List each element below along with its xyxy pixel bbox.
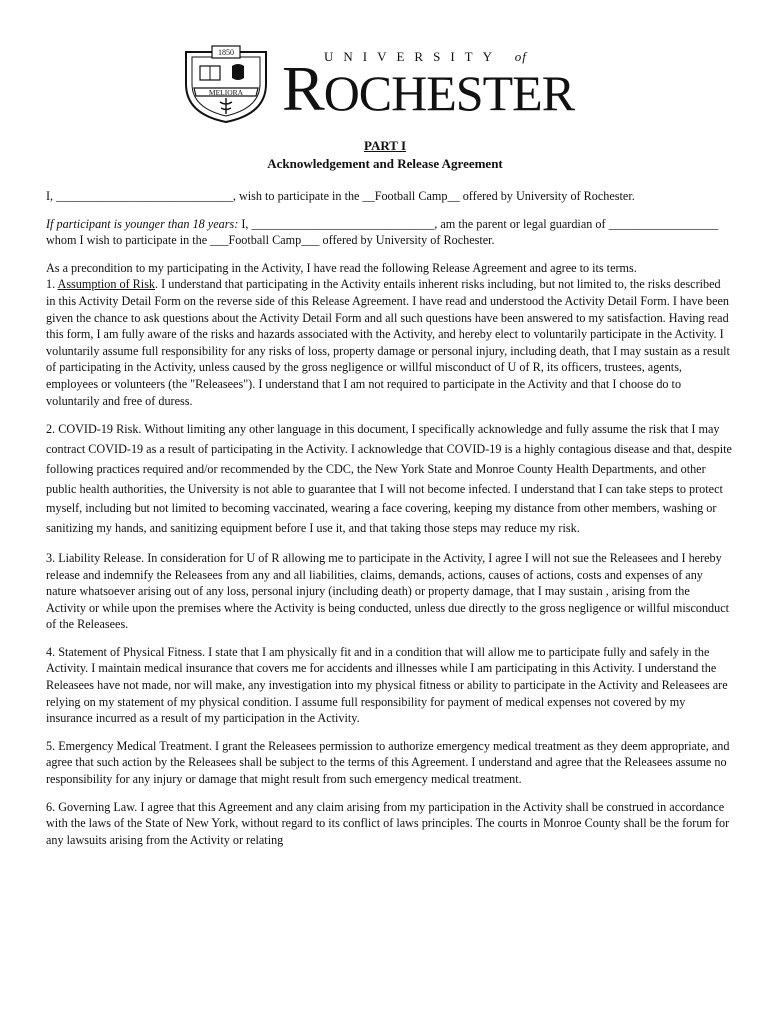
university-logo xyxy=(178,44,598,124)
agreement-body xyxy=(46,188,732,859)
precondition-text: As a precondition to my participating in the Activity, I have read the following Release Agreement and agree to its terms. xyxy=(46,260,637,275)
svg-text:1850: 1850 xyxy=(218,48,234,57)
participant-line: I, _____________________________, wish to participate in the __Football Camp__ offered by University of Rochester. xyxy=(46,189,635,203)
section-emergency-medical: 5. Emergency Medical Treatment. I grant the Releasees permission to authorize emergency medical treatment as they deem appropriate, and agree that such action by the Releasees shall be subject to the terms of this Agreement. I understand and agree that the Releasees assume no responsibility for any injury or damage that might result from such emergency medical treatment. xyxy=(46,738,730,787)
university-seal-icon xyxy=(178,44,274,124)
part-heading: PART I xyxy=(363,138,407,153)
section-assumption-of-risk: 1. Assumption of Risk. I understand that participating in the Activity entails inherent risks including, but not limited to, the risks described in this Activity Detail Form on the reverse side of this Release Agreement. I have read and understood the Activity Detail Form. I have been given the chance to ask questions about the Activity Detail Form and all such questions have been answered to my satisfaction. Having read this form, I am fully aware of the risks and hazards associated with the Activity, and hereby elect to voluntarily participate in the Activity. I voluntarily assume full responsibility for any risks of loss, property damage or personal injury, including death, that I may sustain as a result of participating in the Activity, unless caused by the gross negligence or willful misconduct of U of R, its officers, trustees, agents, employees or volunteers (the "Releasees"). I understand that I am not required to participate in the Activity and that I choose do to voluntarily and free of duress. xyxy=(46,277,730,408)
assumption-of-risk-heading: Assumption of Risk xyxy=(57,277,156,292)
svg-text:MELIORA: MELIORA xyxy=(208,88,244,97)
university-wordmark-top: UNIVERSITY of xyxy=(324,49,527,64)
minor-condition: If participant is younger than 18 years: xyxy=(46,216,239,231)
section-physical-fitness: 4. Statement of Physical Fitness. I state that I am physically fit and in a condition that will allow me to participate fully and safely in the Activity. I maintain medical insurance that covers me for accidents and illnesses while I am participating in this Activity. I understand the Releasees have not made, nor will make, any investigation into my physical fitness or ability to participate in the Activity and Releasees are relying on my statement of my physical condition. I assume full responsibility for payment of medical expenses not covered by my insurance incurred as a result of my participation in the Activity. xyxy=(46,644,728,726)
agreement-title: Acknowledgement and Release Agreement xyxy=(267,156,503,171)
guardian-paragraph: If participant is younger than 18 years: I, ______________________________, am the parent or legal guardian of __________________ whom I wish to participate in the ___Football Camp___ offered by University of Rochester. xyxy=(46,216,719,248)
rochester-wordmark: ROCHESTER xyxy=(282,53,575,124)
section-liability-release: 3. Liability Release. In consideration for U of R allowing me to participate in the Activity, I agree I will not sue the Releasees and I hereby release and indemnify the Releasees from any and all liabilities, claims, demands, actions, causes of actions, costs and expenses of any nature whatsoever arising out of any loss, personal injury (including death) or property damage, that I may sustain , arising from the Activity or while upon the premises where the Activity is being conducted, unless due directly to the gross negligence or willful misconduct of the Releasees. xyxy=(46,550,730,632)
section-governing-law: 6. Governing Law. I agree that this Agreement and any claim arising from my participation in the Activity shall be construed in accordance with the laws of the State of New York, without regard to its conflict of laws principles. The courts in Monroe County shall be the forum for any lawsuits arising from the Activity or relating xyxy=(46,799,730,847)
section-covid-risk: 2. COVID-19 Risk. Without limiting any other language in this document, I specifically acknowledge and fully assume the risk that I may contract COVID-19 as a result of participating in the Activity. I acknowledge that COVID-19 is a highly contagious disease and that, despite following practices required and/or recommended by the CDC, the New York State and Monroe County Health Departments, and other public health authorities, the University is not able to guarantee that I will not become infected. I understand that I can take steps to protect myself, including but not limited to becoming vaccinated, wearing a face covering, keeping my distance from other members, washing or sanitizing my hands, and sanitizing equipment before I use it, and that taking those steps may reduce my risk. xyxy=(46,422,732,536)
